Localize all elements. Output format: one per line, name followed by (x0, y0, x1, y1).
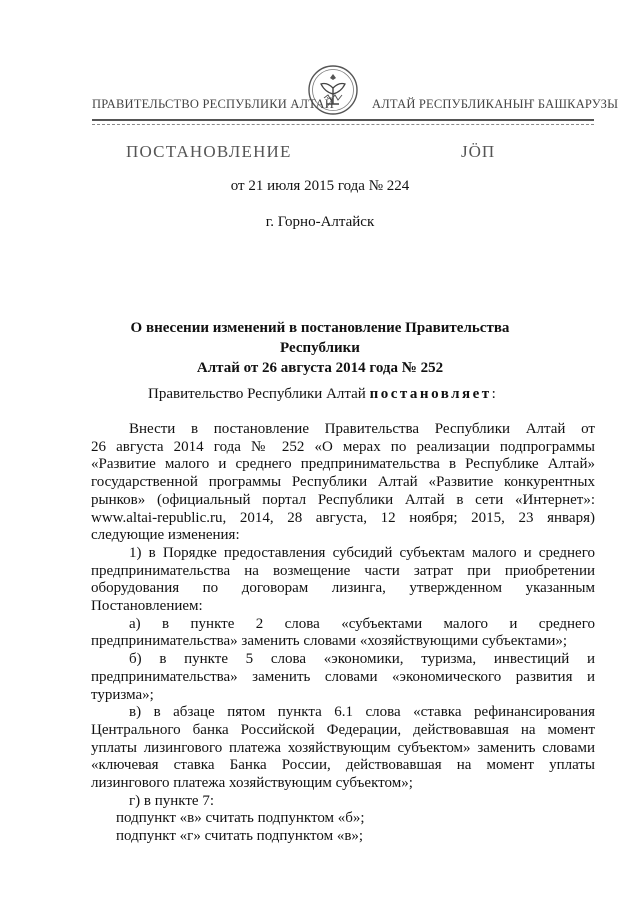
body-line: оборудования по договорам лизинга, утвержденном указанным (91, 580, 595, 597)
body-line: б) в пункте 5 слова «экономики, туризма, инвестиций и (129, 651, 595, 668)
org-name-russian: ПРАВИТЕЛЬСТВО РЕСПУБЛИКИ АЛТАЙ (92, 97, 334, 111)
title-line: О внесении изменений в постановление Правительства Республики (130, 320, 510, 356)
body-line: предпринимательства» заменить словами «хозяйствующими субъектами»; (91, 633, 568, 650)
body-line: туризма»; (91, 686, 154, 703)
document-date-number: от 21 июля 2015 года № 224 (230, 178, 410, 194)
org-name-altai: АЛТАЙ РЕСПУБЛИКАНЫҤ БАШКАРУЗЫ (372, 97, 619, 111)
body-line: лизингового платежа хозяйствующим субъектом»; (91, 775, 413, 792)
body-line: Внести в постановление Правительства Республики Алтай от (129, 421, 595, 437)
doc-type-russian: ПОСТАНОВЛЕНИЕ (126, 142, 292, 161)
body-line: подпункт «в» считать подпунктом «б»; (116, 810, 365, 827)
body-line: предпринимательства» заменить словами «экономического развития и (91, 668, 595, 685)
body-line: рынков» (официальный портал Республики Алтай в сети «Интернет»: (91, 491, 595, 508)
body-line: государственной программы Республики Алтай «Развитие конкурентных (91, 474, 595, 491)
body-line: «ключевая ставка Банка России, действовавшая на момент уплаты (91, 757, 595, 774)
resolve-suffix: : (491, 386, 496, 402)
body-line: в) в абзаце пятом пункта 6.1 слова «ставка рефинансирования (129, 704, 595, 721)
document-title (100, 318, 540, 378)
body-line: Центрального банка Российской Федерации, действовавшая на момент (91, 721, 595, 738)
body-line: 1) в Порядке предоставления субсидий субъектам малого и среднего (129, 544, 595, 561)
body-line: подпункт «г» считать подпунктом «в»; (116, 828, 364, 845)
body-line: предпринимательства на возмещение части затрат при приобретении (91, 562, 595, 579)
body-line: следующие изменения: (91, 527, 240, 544)
body-line: Постановлением: (91, 598, 203, 615)
body-line: г) в пункте 7: (129, 792, 215, 809)
body-line: www.altai-republic.ru, 2014, 28 августа, 12 ноября; 2015, 23 января) (91, 509, 595, 526)
letterhead-rule (92, 119, 594, 121)
letterhead-rule-dashed (92, 124, 594, 125)
body-line: 26 августа 2014 года № 252 «О мерах по реализации подпрограммы (91, 438, 595, 455)
doc-type-altai: ЈӦП (461, 142, 496, 161)
title-line: Алтай от 26 августа 2014 года № 252 (196, 360, 444, 376)
body-line: «Развитие малого и среднего предпринимательства в Республике Алтай» (91, 456, 595, 473)
body-line: уплаты лизингового платежа хозяйствующим субъектом» заменить словами (91, 739, 595, 756)
document-city: г. Горно-Алтайск (265, 214, 375, 230)
resolve-keyword: постановляет (369, 386, 492, 402)
resolve-line (148, 386, 496, 403)
resolve-prefix: Правительство Республики Алтай (148, 386, 370, 402)
document-body (91, 421, 595, 846)
body-line: а) в пункте 2 слова «субъектами малого и среднего (129, 615, 595, 632)
